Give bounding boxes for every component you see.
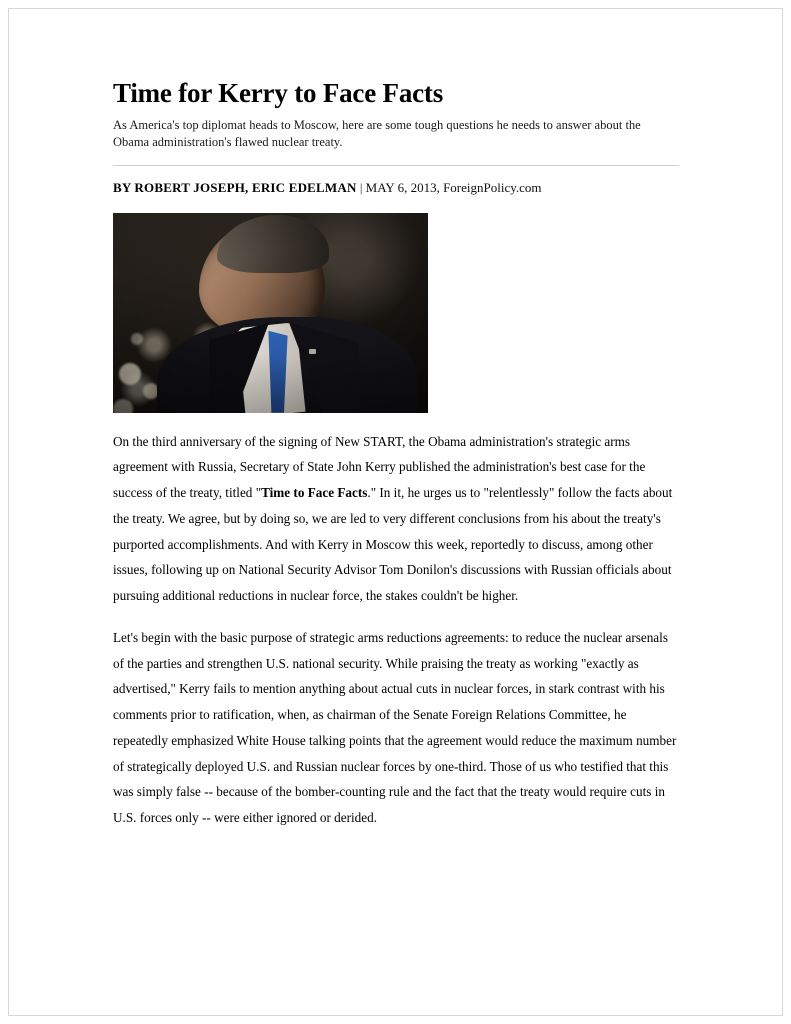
paragraph-bold-run: Time to Face Facts [261, 485, 368, 501]
paragraph [113, 625, 679, 831]
byline-separator: | [359, 179, 363, 195]
article-deck: As America's top diplomat heads to Moscow, here are some tough questions he needs to answer about the Obama administration's flawed nuclear treaty. [113, 118, 641, 149]
divider [113, 165, 679, 166]
page-title: Time for Kerry to Face Facts [113, 78, 444, 108]
article-content [113, 78, 679, 847]
paragraph-run: ." In it, he urges us to "relentlessly" follow the facts about the treaty. We agree, but by doing so, we are led to very different conclusions from his about the treaty's purported accomplishments. And with Kerry in Moscow this week, reportedly to discuss, among other issues, following up on National Security Advisor Tom Donilon's discussions with Russian officials about pursuing additional reductions in nuclear force, the stakes couldn't be higher. [113, 485, 673, 604]
paragraph [113, 429, 679, 609]
article-body [113, 429, 679, 831]
paragraph-run: Let's begin with the basic purpose of strategic arms reductions agreements: to reduce the nuclear arsenals of the parties and strengthen U.S. national security. While praising the treaty as working "exactly as advertised," Kerry fails to mention anything about actual cuts in nuclear forces, in stark contrast with his comments prior to ratification, when, as chairman of the Senate Foreign Relations Committee, he repeatedly emphasized White House talking points that the agreement would reduce the maximum number of strategically deployed U.S. and Russian nuclear forces by one-third. Those of us who testified that this was simply false -- because of the bomber-counting rule and the fact that the treaty would require cuts in U.S. forces only -- were either ignored or derided. [113, 629, 677, 825]
photo-vignette [113, 213, 428, 413]
byline [113, 180, 679, 197]
article-photo [113, 213, 428, 413]
byline-authors: BY ROBERT JOSEPH, ERIC EDELMAN [113, 179, 357, 195]
paragraph-run: On the third anniversary of the signing of New START, the Obama administration's strategic arms agreement with Russia, Secretary of State John Kerry published the administration's best case for the success of the treaty, titled " [113, 433, 646, 501]
byline-meta: MAY 6, 2013, ForeignPolicy.com [365, 179, 542, 195]
